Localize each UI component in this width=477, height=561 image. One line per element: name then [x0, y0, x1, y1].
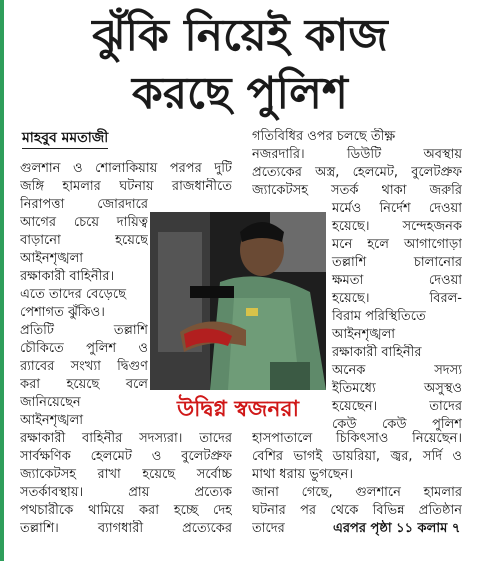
right-line: হয়েছেন। তাদের	[332, 399, 462, 414]
left-line: আইনশৃঙ্খলা	[20, 413, 84, 428]
left-line: র‍্যাবের সংখ্যা দ্বিগুণ	[20, 359, 148, 374]
bottom-left-line: রক্ষাকারী বাহিনীর সদস্যরা। তাদের	[20, 431, 232, 446]
left-line: এতে তাদের বেড়েছে	[20, 287, 126, 302]
bottom-left-line: তল্লাশি। ব্যাগধারী প্রত্যেকের	[20, 521, 232, 536]
headline-line-2: করছে পুলিশ	[132, 68, 348, 119]
right-line: গতিবিধির ওপর চলছে তীক্ষ্ণ	[252, 129, 396, 144]
right-line: হয়েছে। সন্দেহজনক	[332, 219, 462, 234]
byline: মাহবুব মমতাজী	[22, 128, 108, 149]
right-line: রক্ষাকারী বাহিনীর	[332, 345, 422, 360]
left-line: করা হয়েছে বলে	[20, 377, 148, 392]
left-line: আইনশৃঙ্খলা	[20, 251, 84, 266]
last-line	[252, 520, 462, 538]
right-line: ইতিমধ্যে অসুস্থও	[332, 381, 462, 396]
left-line: প্রতিটি তল্লাশি	[20, 323, 148, 338]
left-line: চৌকিতে পুলিশ ও	[20, 341, 148, 356]
right-line: প্রত্যেকের অস্ত্র, হেলমেট, বুলেটপ্রুফ	[252, 165, 462, 180]
right-line: মনে হলে আগাগোড়া	[332, 237, 462, 252]
right-line: নজরদারি। ডিউটি অবস্থায়	[252, 147, 462, 162]
right-line: হয়েছে। বিরল-	[332, 291, 462, 306]
last-line-start: তাদের	[252, 521, 285, 536]
right-line: অনেক সদস্য	[332, 363, 462, 378]
bottom-left-line: সার্বক্ষণিক হেলমেট ও বুলেটপ্রুফ	[20, 449, 232, 464]
right-line: কেউ কেউ পুলিশ	[332, 417, 462, 432]
right-line: বিরাম পরিস্থিতিতে	[332, 309, 426, 324]
bottom-right-line: হাসপাতালে চিকিৎসাও নিয়েছেন।	[252, 431, 462, 446]
left-line: জঙ্গি হামলার ঘটনায় রাজধানীতে	[20, 179, 232, 194]
bottom-right-line: ঘটনার পর থেকে বিভিন্ন প্রতিষ্ঠান	[252, 503, 462, 518]
bottom-right-line: জানা গেছে, গুলশানে হামলার	[252, 485, 462, 500]
photo-caption: উদ্বিগ্ন স্বজনরা	[150, 392, 326, 428]
right-line: আইনশৃঙ্খলা	[332, 327, 396, 342]
left-line: রক্ষাকারী বাহিনীর।	[20, 269, 115, 284]
left-line: বাড়ানো হয়েছে	[20, 233, 148, 248]
bottom-left-column	[20, 430, 232, 538]
left-line: নিরাপত্তা জোরদারে	[20, 197, 148, 212]
left-line: জানিয়েছেন	[20, 395, 81, 410]
left-line: আগের চেয়ে দায়িত্ব	[20, 215, 148, 230]
continuation-link[interactable]: এরপর পৃষ্ঠা ১১ কলাম ৭	[333, 521, 461, 536]
accent-bar	[0, 0, 4, 561]
bottom-right-column	[252, 430, 462, 538]
right-line: তল্লাশি চালানোর	[332, 255, 462, 270]
bottom-right-line: বেশির ভাগই ডায়রিয়া, জ্বর, সর্দি ও	[252, 449, 462, 464]
left-line: পেশাগত ঝুঁকিও।	[20, 305, 105, 320]
news-photo	[150, 212, 326, 390]
bottom-left-line: সতর্কাবস্থায়। প্রায় প্রত্যেক	[20, 485, 232, 500]
headline-line-1: ঝুঁকি নিয়েই কাজ	[92, 10, 388, 61]
right-line: ক্ষমতা দেওয়া	[332, 273, 462, 288]
bottom-left-line: পথচারীকে থামিয়ে করা হচ্ছে দেহ	[20, 503, 232, 518]
bottom-right-line: মাথা ধরায় ভুগছেন।	[252, 467, 354, 482]
right-line: জ্যাকেটসহ সতর্ক থাকা জরুরি	[252, 183, 462, 198]
photo-illustration	[150, 212, 326, 390]
bottom-left-line: জ্যাকেটসহ রাখা হয়েছে সর্বোচ্চ	[20, 467, 232, 482]
left-line: গুলশান ও শোলাকিয়ায় পরপর দুটি	[20, 161, 232, 176]
right-line: মর্মেও নির্দেশ দেওয়া	[332, 201, 462, 216]
